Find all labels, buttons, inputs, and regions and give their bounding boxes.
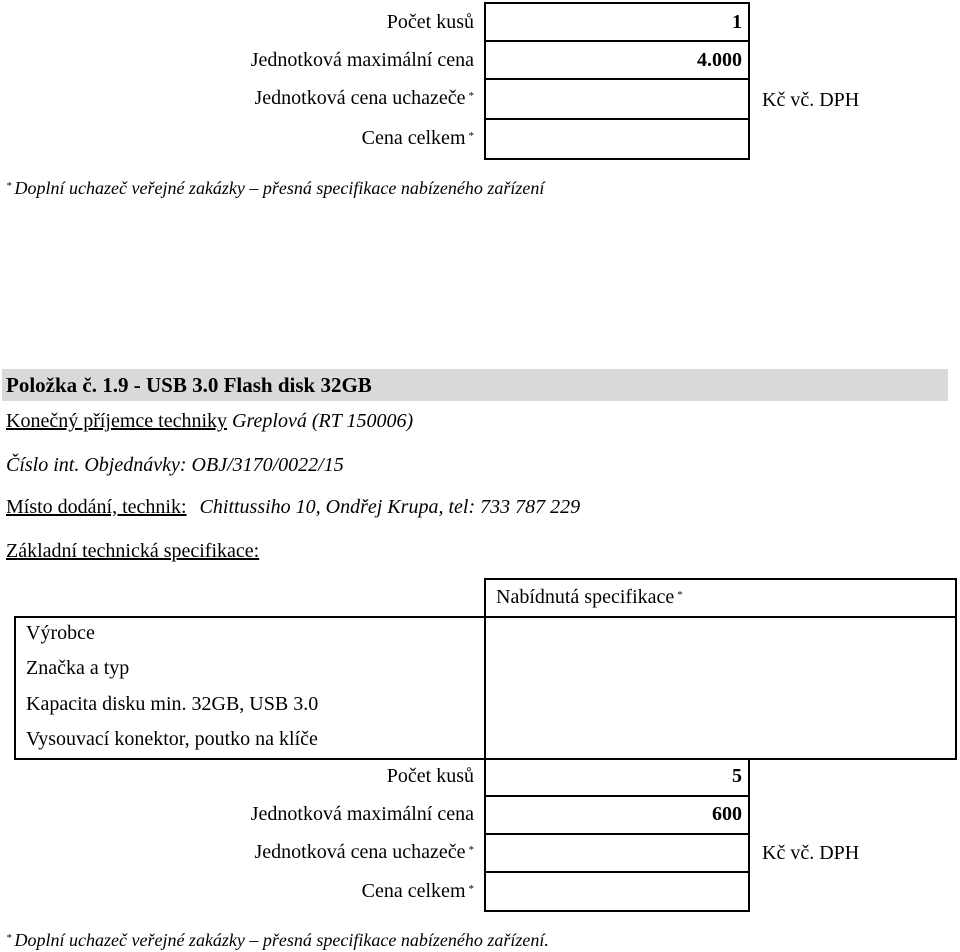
recipient-label: Konečný příjemce techniky — [6, 410, 228, 432]
order-label: Číslo int. — [6, 454, 80, 476]
total-price-label: Cena celkem * — [361, 127, 474, 149]
unit-bidder-price-label: Jednotková cena uchazeče * — [254, 87, 474, 109]
top-table-left-border — [484, 2, 486, 160]
spec-line-manufacturer: Výrobce — [26, 622, 95, 644]
total-price-label: Cena celkem * — [361, 880, 474, 902]
footnote: * Doplní uchazeč veřejné zakázky – přesná specifikace nabízeného zařízení — [6, 178, 545, 198]
bottom-table-line — [484, 910, 750, 912]
order-line — [6, 453, 344, 477]
unit-max-price-value: 600 — [712, 803, 742, 825]
bottom-table-left-border — [484, 758, 486, 912]
spec-table-line — [484, 578, 956, 580]
delivery-value: Chittussiho 10, Ondřej Krupa, tel: 733 787 229 — [199, 496, 581, 518]
item-title: Položka č. 1.9 - USB 3.0 Flash disk 32GB — [6, 373, 372, 397]
top-table-line — [484, 40, 750, 42]
unit-max-price-label: Jednotková maximální cena — [250, 49, 474, 71]
bottom-table-line — [484, 833, 750, 835]
footnote: * Doplní uchazeč veřejné zakázky – přesná specifikace nabízeného zařízení. — [6, 930, 549, 950]
unit-max-price-label: Jednotková maximální cena — [250, 803, 474, 825]
quantity-label: Počet kusů — [386, 765, 474, 787]
top-table-line — [484, 118, 750, 120]
quantity-value: 5 — [732, 765, 742, 787]
top-table-line — [484, 158, 750, 160]
top-table-line — [484, 78, 750, 80]
bottom-table-line — [484, 871, 750, 873]
delivery-label: Místo dodání, technik: — [6, 496, 187, 518]
spec-line-capacity: Kapacita disku min. 32GB, USB 3.0 — [26, 693, 319, 715]
top-table-line — [484, 2, 750, 4]
currency-label: Kč vč. DPH — [762, 842, 860, 864]
offered-spec-header: Nabídnutá specifikace * — [496, 586, 683, 608]
bottom-table-line — [484, 795, 750, 797]
spec-table-right-border — [955, 578, 957, 760]
spec-line-brand-type: Značka a typ — [26, 657, 130, 679]
unit-bidder-price-label: Jednotková cena uchazeče * — [254, 841, 474, 863]
currency-label: Kč vč. DPH — [762, 89, 860, 111]
top-table-right-border — [748, 2, 750, 160]
offered-spec-cell[interactable] — [486, 618, 955, 760]
recipient-line — [6, 409, 413, 433]
unit-max-price-value: 4.000 — [697, 49, 742, 71]
quantity-value: 1 — [732, 11, 742, 33]
delivery-line — [6, 495, 580, 519]
spec-heading: Základní technická specifikace: — [6, 540, 260, 562]
quantity-label: Počet kusů — [386, 11, 474, 33]
spec-table-left-border — [14, 616, 16, 760]
bottom-table-right-border — [748, 758, 750, 912]
order-value: Objednávky: OBJ/3170/0022/15 — [84, 454, 344, 476]
spec-line-connector: Vysouvací konektor, poutko na klíče — [26, 728, 318, 750]
recipient-value: Greplová (RT 150006) — [232, 410, 414, 432]
